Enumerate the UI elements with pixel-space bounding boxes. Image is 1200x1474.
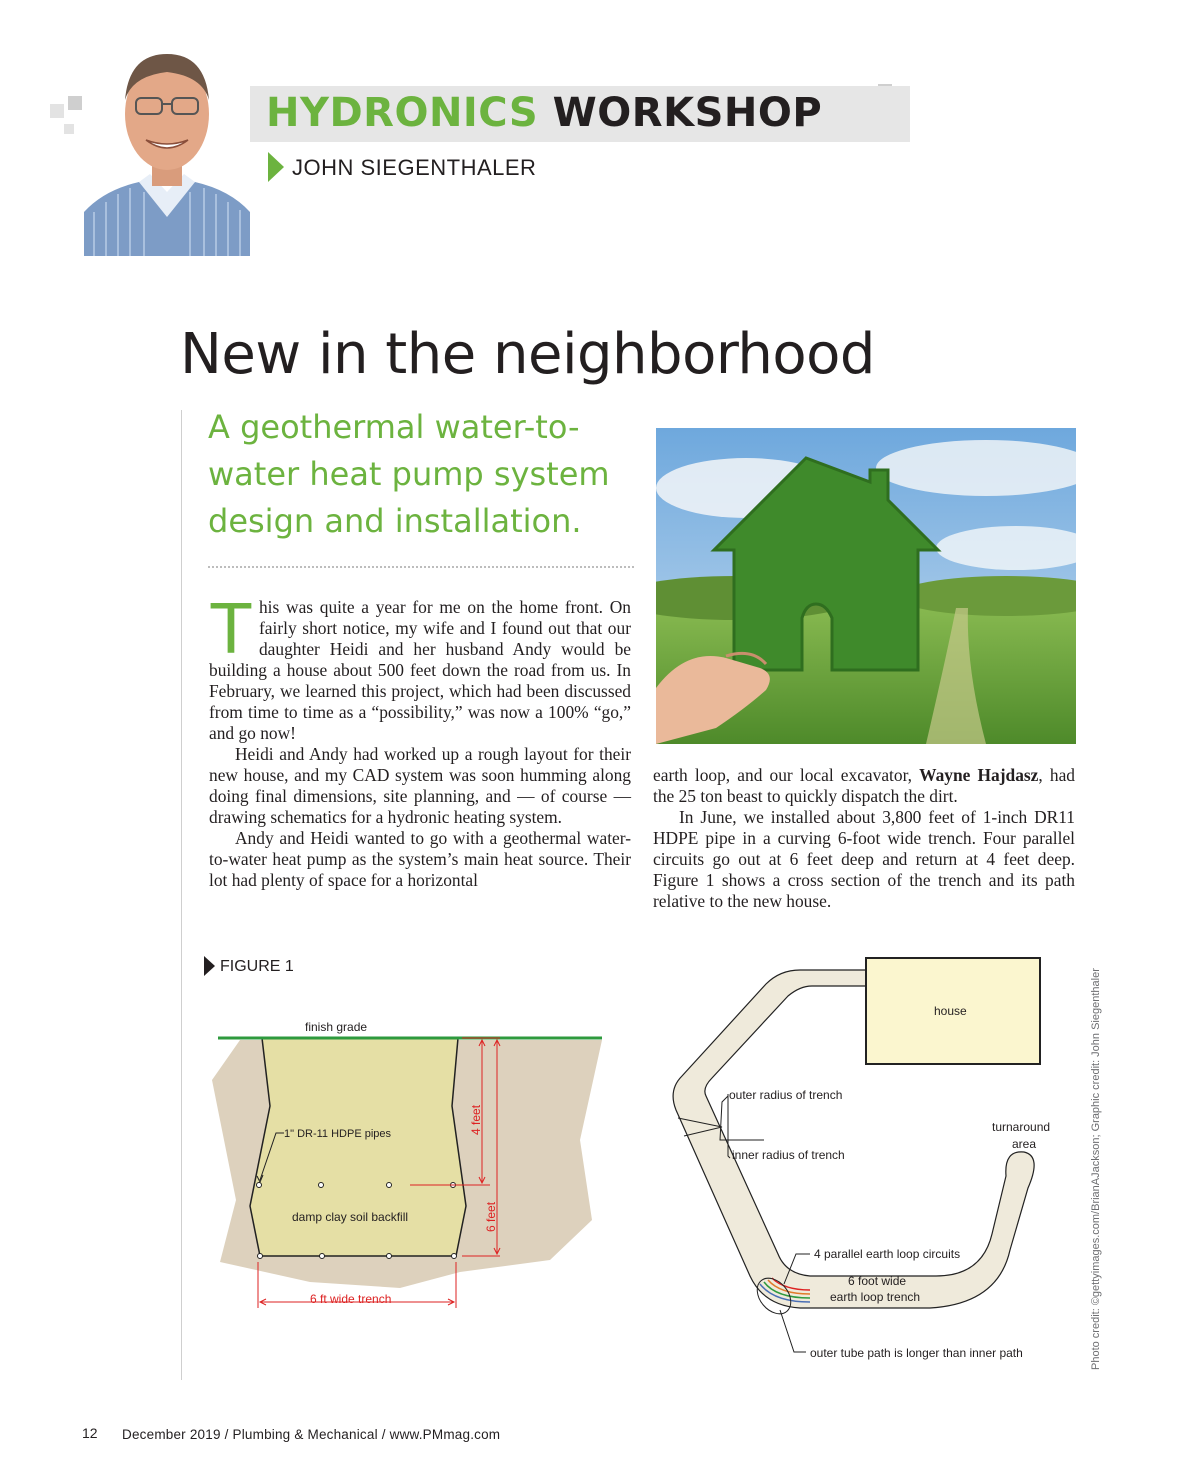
depth-4-label: 4 feet — [469, 1104, 483, 1135]
trench-cross-section — [200, 1010, 620, 1310]
author-photo — [84, 42, 250, 256]
paragraph-4 — [653, 765, 1075, 807]
paragraph-4-text-a: earth loop, and our local excavator, — [653, 765, 920, 785]
article-headline: New in the neighborhood — [180, 322, 875, 387]
excavator-name: Wayne Hajdasz — [919, 765, 1039, 785]
turnaround-label-line2: area — [1012, 1137, 1037, 1151]
figure-label: FIGURE 1 — [220, 958, 294, 975]
grass-house-photo — [656, 428, 1076, 744]
image-credit: Photo credit: ©gettyimages.com/BrianAJackson; Graphic credit: John Siegenthaler — [1090, 968, 1102, 1370]
kicker-workshop: WORKSHOP — [552, 90, 823, 136]
paragraph-1 — [209, 589, 631, 744]
body-column-left — [209, 589, 631, 891]
kicker-hydronics: HYDRONICS — [266, 90, 539, 136]
trench-width-line1: 6 foot wide — [848, 1274, 907, 1288]
pipes-label: 1" DR-11 HDPE pipes — [284, 1128, 392, 1140]
trench-width-line2: earth loop trench — [830, 1290, 921, 1304]
paragraph-4-text-b: , had the 25 ton beast to quickly dispatch the dirt. — [653, 765, 1075, 806]
paragraph-2: Heidi and Andy had worked up a rough layout for their new house, and my CAD system was soon humming along doing final dimensions, site planning, and — of course — drawing schematics for a hydronic heating system. — [209, 744, 631, 827]
paragraph-5: In June, we installed about 3,800 feet of 1-inch DR11 HDPE pipe in a curving 6-foot wide trench. Four parallel circuits go out at 6 feet deep and return at 4 feet deep. Figure 1 shows a cross section of the trench and its path relative to the new house. — [653, 807, 1075, 911]
author-byline: JOHN SIEGENTHALER — [292, 155, 537, 180]
footer-publication: December 2019 / Plumbing & Mechanical / www.PMmag.com — [122, 1427, 501, 1442]
drop-cap: T — [209, 589, 253, 669]
figure-arrow-icon — [204, 956, 215, 976]
inner-radius-label: inner radius of trench — [732, 1148, 845, 1162]
body-column-right — [653, 765, 1075, 912]
depth-6-label: 6 feet — [484, 1201, 498, 1232]
outer-radius-label: outer radius of trench — [729, 1088, 843, 1102]
trench-width-label: 6 ft wide trench — [310, 1292, 392, 1306]
turnaround-label-line1: turnaround — [992, 1120, 1051, 1134]
paragraph-3: Andy and Heidi wanted to go with a geothermal water-to-water heat pump as the system’s main heat source. Their lot had plenty of space for a horizontal — [209, 828, 631, 890]
page-number: 12 — [82, 1425, 98, 1441]
column-rule — [181, 410, 182, 1380]
paragraph-1-text: his was quite a year for me on the home front. On fairly short notice, my wife and I found out that our daughter Heidi and her husband Andy would be building a house about 500 feet down the road from us. In February, we learned this project, which had been discussed from time to time as a “possibility,” was now a 100% “go,” and go now! — [209, 597, 631, 743]
trench-plan-view — [660, 950, 1080, 1370]
house-label: house — [934, 1004, 967, 1018]
backfill-label: damp clay soil backfill — [292, 1210, 409, 1224]
tube-path-label: outer tube path is longer than inner path — [810, 1346, 1023, 1360]
article-deck: A geothermal water-to-water heat pump system design and installation. — [208, 408, 610, 540]
finish-grade-label: finish grade — [305, 1020, 368, 1034]
circuits-label: 4 parallel earth loop circuits — [814, 1247, 961, 1261]
deck-divider — [208, 566, 634, 568]
section-kicker — [266, 90, 822, 136]
byline-arrow-icon — [268, 152, 284, 182]
